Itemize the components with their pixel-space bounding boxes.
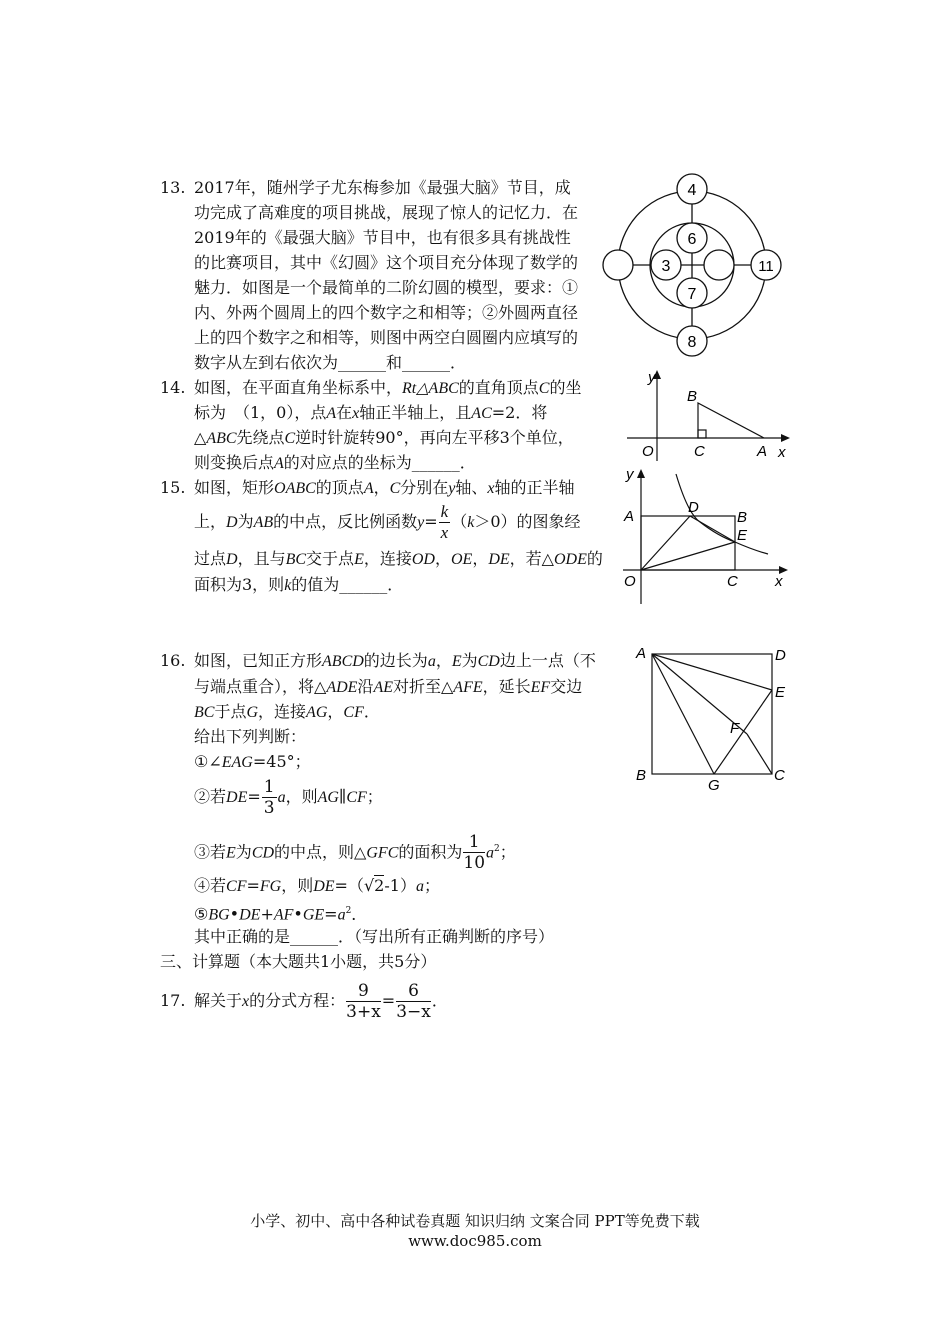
q16-judgement-3: ③若E为CD的中点，则△GFC的面积为 $\frac{1}{10}$ $a^2$； — [194, 832, 516, 874]
q13-line-8: 数字从左到右依次为______和______． — [194, 353, 467, 372]
sqrt-sign: √ — [363, 876, 375, 895]
q16-d-label: D — [775, 647, 786, 664]
q16-line-4: 给出下列判断： — [194, 727, 307, 746]
circle-top: 4 — [687, 182, 697, 199]
q14-o-label: O — [642, 443, 654, 460]
q14-coordinate-figure — [622, 366, 792, 466]
q14-c-label: C — [694, 443, 705, 460]
q15-d-label: D — [688, 499, 699, 516]
q14-number: 14. — [160, 378, 186, 397]
q16-line-1: 如图，已知正方形ABCD的边长为a，E为CD边上一点（不 — [194, 651, 596, 670]
q15-c-label: C — [727, 573, 738, 590]
q15-rectangle-figure — [618, 464, 793, 609]
circle-inner-top: 6 — [687, 231, 697, 248]
q16-line-2: 与端点重合），将△ADE沿AE对折至△AFE，延长EF交边 — [194, 677, 583, 696]
q15-line-2: 上，D为AB的中点，反比例函数y= $\frac{k}{x}$ （k＞0）的图象经 — [194, 502, 581, 542]
q16-c-label: C — [774, 767, 785, 784]
footer-website[interactable]: www.doc985.com — [408, 1232, 542, 1250]
q14-b-label: B — [687, 388, 698, 405]
q14-a-label: A — [757, 443, 768, 460]
q17-right-fraction: $\frac{6}{3-x}$ — [396, 981, 431, 1022]
q14-x-label: x — [778, 444, 786, 461]
q17-equation: 解关于x的分式方程： $\frac{9}{3+x}$ = $\frac{6}{3-x}$ ． — [194, 981, 448, 1022]
q13-number: 13. — [160, 178, 186, 197]
q15-y-label: y — [626, 466, 634, 483]
q16-number: 16. — [160, 651, 186, 670]
q13-line-3: 2019年的《最强大脑》节目中，也有很多具有挑战性 — [194, 228, 571, 247]
q16-judgement-2: ②若DE= $\frac{1}{3}$ a，则AG∥CF； — [194, 777, 383, 818]
q15-fraction: $\frac{k}{x}$ — [440, 502, 449, 542]
section-3-heading: 三、计算题（本大题共1小题，共5分） — [160, 952, 437, 971]
q14-line-4: 则变换后点A的对应点的坐标为______． — [194, 453, 476, 472]
q16-judgement-5: $⑤BG•DE+AF•GE=a^2$． — [194, 904, 368, 924]
q16-g-label: G — [708, 777, 720, 794]
q16-line-3: BC于点G，连接AG，CF． — [194, 702, 380, 721]
q14-line-2: 标为 （1，0），点A在x轴正半轴上，且AC=2．将 — [194, 403, 548, 422]
q15-line-3: 过点D，且与BC交于点E，连接OD，OE，DE，若△ODE的 — [194, 549, 603, 568]
q13-line-7: 上的四个数字之和相等，则图中两空白圆圈内应填写的 — [194, 328, 579, 347]
q13-line-1: 2017年，随州学子尤东梅参加《最强大脑》节目，成 — [194, 178, 571, 197]
q15-e-label: E — [737, 527, 748, 544]
q14-line-1: 如图，在平面直角坐标系中，Rt△ABC的直角顶点C的坐 — [194, 378, 582, 397]
q16-e-label: E — [775, 684, 786, 701]
q16-f-label: F — [730, 720, 740, 737]
q13-line-2: 功完成了高难度的项目挑战，展现了惊人的记忆力．在 — [194, 203, 579, 222]
q13-line-6: 内、外两个圆周上的四个数字之和相等；②外圆两直径 — [194, 303, 579, 322]
q15-line-1: 如图，矩形OABC的顶点A，C分别在y轴、x轴的正半轴 — [194, 478, 575, 497]
circle-inner-bottom: 7 — [687, 286, 697, 303]
q16-b-label: B — [636, 767, 647, 784]
q16-judgement-1: ①∠EAG=45°； — [194, 752, 311, 771]
circle-right: 11 — [758, 258, 774, 275]
q15-line-4: 面积为3，则k的值为______． — [194, 575, 404, 594]
q16-a-label: A — [636, 645, 647, 662]
q15-a-label: A — [624, 508, 635, 525]
q16-square-figure — [634, 644, 794, 794]
q16-answer-line: 其中正确的是______．（写出所有正确判断的序号） — [194, 927, 555, 946]
q15-x-label: x — [775, 573, 783, 590]
circle-inner-left: 3 — [661, 258, 671, 275]
q15-o-label: O — [624, 573, 636, 590]
q17-number: 17. — [160, 991, 186, 1010]
q14-line-3: △ABC先绕点C逆时针旋转90°，再向左平移3个单位， — [194, 428, 574, 447]
q13-line-4: 的比赛项目，其中《幻圆》这个项目充分体现了数学的 — [194, 253, 579, 272]
q17-left-fraction: $\frac{9}{3+x}$ — [346, 981, 381, 1022]
q16-fraction-one-third: $\frac{1}{3}$ — [263, 777, 275, 818]
q14-y-label: y — [648, 369, 656, 386]
q16-fraction-one-tenth: $\frac{1}{10}$ — [463, 832, 486, 874]
q15-number: 15. — [160, 478, 186, 497]
q16-judgement-4: ④若CF=FG，则DE=（√2-1）a； — [194, 876, 440, 895]
q13-line-5: 魅力．如图是一个最简单的二阶幻圆的模型，要求：① — [194, 278, 579, 297]
circle-bottom: 8 — [687, 334, 697, 351]
footer-line-1: 小学、初中、高中各种试卷真题 知识归纳 文案合同 PPT等免费下载 — [250, 1212, 700, 1230]
magic-circle-figure — [600, 170, 790, 360]
q15-b-label: B — [737, 509, 748, 526]
